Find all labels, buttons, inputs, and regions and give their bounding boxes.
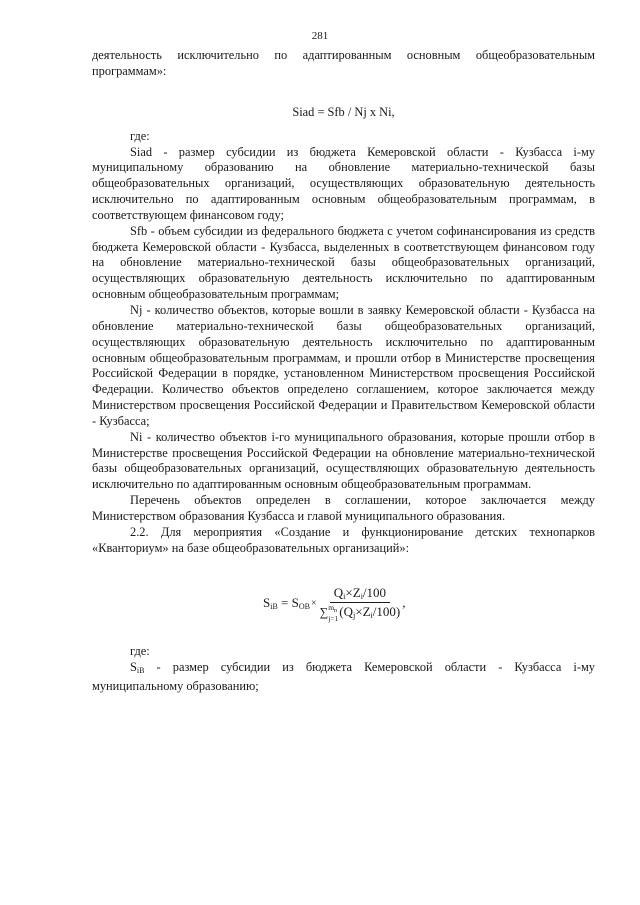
times-sign: × — [311, 597, 317, 609]
fraction-numerator: $Q_i\times Z_i/100$ — [330, 585, 390, 603]
definition-nj: Nj - количество объектов, которые вошли в заявку Кемеровской области - Кузбасса на обновление материально-технической базы общеобразовательных организаций, осуществляющих образовательную деятельность исключительно по адаптированным основным общеобразовательным программам, и прошли отбор в Министерстве просвещения Российской Федерации в порядке, установленном Министерством просвещения Российской Федерации. Количество объектов определено соглашением, которое заключается между Министерством просвещения Российской Федерации и Правительством Кемеровской области - Кузбасса; — [92, 302, 595, 428]
continuation-paragraph: деятельность исключительно по адаптированным основным общеобразовательным программам»: — [92, 48, 595, 78]
formula-comma: , — [402, 595, 406, 611]
formula-fraction — [320, 585, 401, 622]
definition-siad: Siad - размер субсидии из бюджета Кемеровской области - Кузбасса i-му муниципальному образованию на обновление материально-технической базы общеобразовательных организаций, осуществляющих образовательную деятельность исключительно по адаптированным основным общеобразовательным программам, в соответствующем финансовом году; — [92, 144, 595, 222]
section-2-2-heading: 2.2. Для мероприятия «Создание и функционирование детских технопарков «Кванториум» на базе общеобразовательных организаций»: — [92, 524, 595, 555]
where-label-2: где: — [130, 644, 150, 659]
page-number: 281 — [311, 30, 329, 42]
equals-sign: = — [277, 595, 292, 611]
formula-sib — [92, 579, 595, 627]
formula-lhs: $S_{iВ}$ — [263, 595, 278, 612]
definition-ni: Ni - количество объектов i-го муниципального образования, которые прошли отбор в Министерстве просвещения Российской Федерации на обновление материально-технической базы общеобразовательных организаций, осуществляющих образовательную деятельность исключительно по адаптированным основным общеобразовательным программам. — [92, 429, 595, 492]
fraction-denominator: ∑ $m_n$ j=1 $(Q_j\times Z_i/100)$ — [319, 602, 401, 623]
where-label: где: — [130, 128, 150, 143]
formula-siad: Siad = Sfb / Nj x Ni, — [292, 104, 395, 119]
definition-sfb: Sfb - объем субсидии из федерального бюджета с учетом софинансирования из средств бюджета Кемеровской области - Кузбасса, выделенных в соответствующем финансовом году на обновление материально-технической базы общеобразовательных организаций, осуществляющих образовательную деятельность исключительно по адаптированным основным общеобразовательным программам; — [92, 223, 595, 302]
objects-list-paragraph: Перечень объектов определен в соглашении, которое заключается между Министерством образования Кузбасса и главой муниципального образования. — [92, 493, 595, 523]
formula-sob: $S_{ОВ}$ — [291, 595, 310, 612]
definition-sib: $S_{iВ}$ - размер субсидии из бюджета Кемеровской области - Кузбасса i-му муниципальному образованию; — [92, 660, 595, 694]
document-body — [92, 48, 595, 695]
